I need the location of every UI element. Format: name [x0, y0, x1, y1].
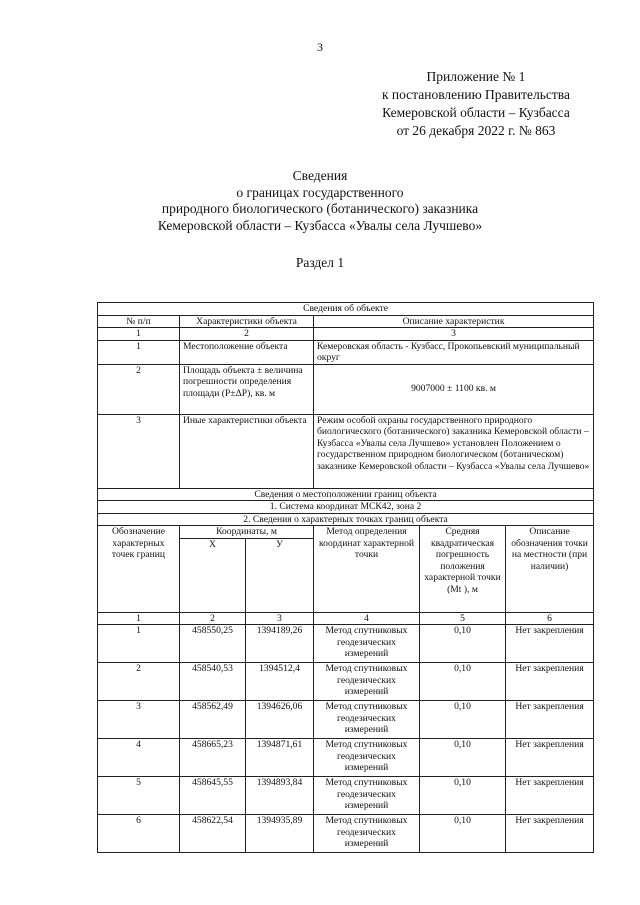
- row-characteristic: Местоположение объекта: [180, 340, 314, 364]
- point-y: 1394512,4: [246, 663, 314, 701]
- appendix-block: [382, 68, 570, 140]
- location-caption: Сведения о местоположении границ объекта: [98, 488, 594, 501]
- object-header-row: [98, 315, 594, 328]
- header-number: 1: [98, 328, 180, 341]
- point-method: Метод спутниковых геодезических измерений: [314, 815, 420, 853]
- table-row: [98, 340, 594, 364]
- point-x: 458665,23: [180, 739, 246, 777]
- point-error: 0,10: [420, 625, 506, 663]
- point-mark: Нет закрепления: [506, 739, 594, 777]
- point-method: Метод спутниковых геодезических измерений: [314, 663, 420, 701]
- object-header-numbers-row: [98, 328, 594, 341]
- object-caption: Сведения об объекте: [98, 303, 594, 316]
- table-row: [98, 815, 594, 853]
- header-error: Средняя квадратическая погрешность положения характерной точки (Мt ), м: [420, 526, 506, 613]
- points-caption-row: [98, 513, 594, 526]
- section-heading: Раздел 1: [295, 255, 345, 270]
- point-y: 1394935,89: [246, 815, 314, 853]
- page-number: 3: [317, 40, 323, 54]
- header-number: 2: [180, 612, 246, 625]
- point-error: 0,10: [420, 701, 506, 739]
- row-characteristic: Иные характеристики объекта: [180, 414, 314, 488]
- header-num: № п/п: [98, 315, 180, 328]
- row-characteristic: Площадь объекта ± величина погрешности определения площади (Р±ΔР), кв. м: [180, 364, 314, 414]
- table-row: [98, 701, 594, 739]
- header-number: 3: [314, 328, 594, 341]
- object-table: [97, 302, 594, 853]
- header-number: 5: [420, 612, 506, 625]
- coord-system-row: [98, 501, 594, 514]
- points-caption: 2. Сведения о характерных точках границ объекта: [98, 513, 594, 526]
- appendix-line: Приложение № 1: [426, 69, 526, 84]
- point-mark: Нет закрепления: [506, 625, 594, 663]
- row-description: 9007000 ± 1100 кв. м: [314, 364, 594, 414]
- points-header-row: [98, 526, 594, 539]
- point-y: 1394871,61: [246, 739, 314, 777]
- point-x: 458622,54: [180, 815, 246, 853]
- title-line: Кемеровской области – Кузбасса «Увалы села Лучшево»: [157, 217, 483, 233]
- header-method: Метод определения координат характерной точки: [314, 526, 420, 613]
- row-num: 2: [98, 364, 180, 414]
- points-numbers-row: [98, 612, 594, 625]
- header-number: 4: [314, 612, 420, 625]
- point-y: 1394626,06: [246, 701, 314, 739]
- table-row: [98, 364, 594, 414]
- point-method: Метод спутниковых геодезических измерений: [314, 739, 420, 777]
- table-row: [98, 739, 594, 777]
- point-x: 458540,53: [180, 663, 246, 701]
- point-error: 0,10: [420, 663, 506, 701]
- point-method: Метод спутниковых геодезических измерений: [314, 777, 420, 815]
- point-method: Метод спутниковых геодезических измерений: [314, 701, 420, 739]
- point-id: 1: [98, 625, 180, 663]
- location-caption-row: [98, 488, 594, 501]
- table-caption-row: [98, 303, 594, 316]
- document-title: [0, 168, 640, 234]
- header-number: 3: [246, 612, 314, 625]
- appendix-line: Кемеровской области – Кузбасса: [382, 105, 570, 120]
- point-x: 458645,55: [180, 777, 246, 815]
- point-id: 6: [98, 815, 180, 853]
- header-mark-description: Описание обозначения точки на местности (при наличии): [506, 526, 594, 613]
- appendix-line: от 26 декабря 2022 г. № 863: [396, 123, 556, 138]
- point-error: 0,10: [420, 777, 506, 815]
- point-x: 458550,25: [180, 625, 246, 663]
- point-id: 2: [98, 663, 180, 701]
- point-error: 0,10: [420, 815, 506, 853]
- title-line: о границах государственного: [236, 184, 404, 200]
- point-mark: Нет закрепления: [506, 663, 594, 701]
- point-x: 458562,49: [180, 701, 246, 739]
- table-row: [98, 414, 594, 488]
- point-mark: Нет закрепления: [506, 815, 594, 853]
- header-number: 1: [98, 612, 180, 625]
- point-id: 5: [98, 777, 180, 815]
- point-error: 0,10: [420, 739, 506, 777]
- point-id: 3: [98, 701, 180, 739]
- point-y: 1394189,26: [246, 625, 314, 663]
- point-method: Метод спутниковых геодезических измерений: [314, 625, 420, 663]
- header-number: 6: [506, 612, 594, 625]
- title-line: природного биологического (ботанического) заказника: [161, 201, 479, 216]
- table-row: [98, 777, 594, 815]
- point-id: 4: [98, 739, 180, 777]
- row-description: Кемеровская область - Кузбасс, Прокопьевский муниципальный округ: [314, 340, 594, 364]
- appendix-line: к постановлению Правительства: [381, 87, 570, 102]
- header-characteristics: Характеристики объекта: [180, 315, 314, 328]
- point-y: 1394893,84: [246, 777, 314, 815]
- header-designation: Обозначение характерных точек границ: [98, 526, 180, 613]
- point-mark: Нет закрепления: [506, 701, 594, 739]
- header-description: Описание характеристик: [314, 315, 594, 328]
- point-mark: Нет закрепления: [506, 777, 594, 815]
- coord-system: 1. Система координат МСК42, зона 2: [98, 501, 594, 514]
- row-description: Режим особой охраны государственного природного биологического (ботанического) заказника Кемеровской области – Кузбасса «Увалы села Лучшево» установлен Положением о государственном природном биологическом (ботаническом) заказнике Кемеровской области – Кузбасса «Увалы села Лучшево»: [314, 414, 594, 488]
- header-y: У: [246, 538, 314, 612]
- header-x: X: [180, 538, 246, 612]
- table-row: [98, 663, 594, 701]
- row-num: 1: [98, 340, 180, 364]
- header-number: 2: [180, 328, 314, 341]
- row-num: 3: [98, 414, 180, 488]
- table-row: [98, 625, 594, 663]
- title-line: Сведения: [292, 168, 348, 183]
- header-coordinates: Координаты, м: [180, 526, 314, 539]
